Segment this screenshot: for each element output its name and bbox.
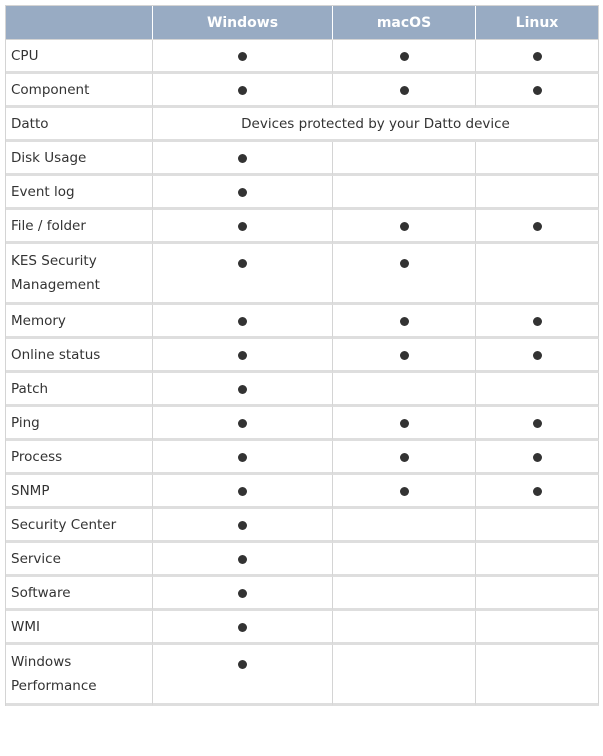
supported-dot-icon	[238, 222, 247, 231]
cell-linux	[476, 475, 599, 509]
cell-linux	[476, 441, 599, 475]
table-row	[6, 108, 599, 142]
cell-windows	[153, 441, 333, 475]
supported-dot-icon	[238, 188, 247, 197]
cell-macos	[333, 210, 476, 244]
cell-windows	[153, 407, 333, 441]
row-label: Memory	[6, 305, 153, 339]
supported-dot-icon	[400, 86, 409, 95]
table-row	[6, 305, 599, 339]
table-row	[6, 339, 599, 373]
supported-dot-icon	[533, 86, 542, 95]
cell-windows	[153, 475, 333, 509]
header-linux: Linux	[476, 6, 599, 40]
supported-dot-icon	[238, 154, 247, 163]
row-label: SNMP	[6, 475, 153, 509]
cell-linux	[476, 142, 599, 176]
table-row	[6, 475, 599, 509]
table-row	[6, 176, 599, 210]
cell-windows	[153, 210, 333, 244]
cell-windows	[153, 244, 333, 305]
cell-linux	[476, 645, 599, 706]
header-windows: Windows	[153, 6, 333, 40]
cell-macos	[333, 40, 476, 74]
cell-macos	[333, 373, 476, 407]
row-label: Process	[6, 441, 153, 475]
cell-linux	[476, 244, 599, 305]
cell-macos	[333, 176, 476, 210]
supported-dot-icon	[238, 555, 247, 564]
cell-macos	[333, 339, 476, 373]
supported-dot-icon	[400, 259, 409, 268]
supported-dot-icon	[400, 487, 409, 496]
table-row	[6, 373, 599, 407]
cell-linux	[476, 611, 599, 645]
cell-macos	[333, 577, 476, 611]
cell-macos	[333, 543, 476, 577]
row-label: Event log	[6, 176, 153, 210]
cell-windows	[153, 373, 333, 407]
table-row	[6, 210, 599, 244]
cell-linux	[476, 305, 599, 339]
supported-dot-icon	[238, 351, 247, 360]
table-row	[6, 244, 599, 305]
cell-windows	[153, 40, 333, 74]
table-row	[6, 40, 599, 74]
cell-linux	[476, 339, 599, 373]
supported-dot-icon	[238, 317, 247, 326]
supported-dot-icon	[238, 453, 247, 462]
cell-windows	[153, 142, 333, 176]
cell-windows	[153, 543, 333, 577]
header-macos: macOS	[333, 6, 476, 40]
cell-macos	[333, 407, 476, 441]
supported-dot-icon	[238, 52, 247, 61]
header-row	[6, 6, 599, 40]
supported-dot-icon	[238, 660, 247, 669]
table-row	[6, 142, 599, 176]
table-row	[6, 611, 599, 645]
row-label: File / folder	[6, 210, 153, 244]
table-row	[6, 543, 599, 577]
cell-linux	[476, 74, 599, 108]
supported-dot-icon	[400, 453, 409, 462]
row-label: Ping	[6, 407, 153, 441]
row-label: KES Security Management	[6, 244, 153, 305]
supported-dot-icon	[400, 419, 409, 428]
cell-linux	[476, 407, 599, 441]
row-note: Devices protected by your Datto device	[153, 108, 599, 142]
table-body	[6, 40, 599, 706]
supported-dot-icon	[533, 317, 542, 326]
supported-dot-icon	[533, 487, 542, 496]
supported-dot-icon	[238, 385, 247, 394]
row-label: Component	[6, 74, 153, 108]
cell-windows	[153, 509, 333, 543]
cell-linux	[476, 373, 599, 407]
row-label: Service	[6, 543, 153, 577]
supported-dot-icon	[400, 351, 409, 360]
table-row	[6, 441, 599, 475]
table-row	[6, 74, 599, 108]
cell-macos	[333, 244, 476, 305]
supported-dot-icon	[533, 52, 542, 61]
supported-dot-icon	[238, 86, 247, 95]
supported-dot-icon	[238, 589, 247, 598]
cell-windows	[153, 305, 333, 339]
supported-dot-icon	[400, 317, 409, 326]
row-label: Datto	[6, 108, 153, 142]
header-monitor-type	[6, 6, 153, 40]
supported-dot-icon	[533, 419, 542, 428]
supported-dot-icon	[400, 52, 409, 61]
cell-macos	[333, 475, 476, 509]
table-row	[6, 407, 599, 441]
table-row	[6, 577, 599, 611]
row-label: Windows Performance	[6, 645, 153, 706]
row-label: Patch	[6, 373, 153, 407]
cell-macos	[333, 611, 476, 645]
cell-windows	[153, 611, 333, 645]
supported-dot-icon	[238, 419, 247, 428]
supported-dot-icon	[238, 521, 247, 530]
row-label: WMI	[6, 611, 153, 645]
cell-windows	[153, 74, 333, 108]
cell-linux	[476, 210, 599, 244]
row-label: CPU	[6, 40, 153, 74]
cell-windows	[153, 176, 333, 210]
row-label: Disk Usage	[6, 142, 153, 176]
os-support-table	[5, 5, 599, 706]
row-label: Online status	[6, 339, 153, 373]
cell-macos	[333, 441, 476, 475]
row-label: Software	[6, 577, 153, 611]
cell-windows	[153, 577, 333, 611]
supported-dot-icon	[238, 487, 247, 496]
supported-dot-icon	[533, 222, 542, 231]
cell-windows	[153, 339, 333, 373]
cell-macos	[333, 645, 476, 706]
cell-linux	[476, 40, 599, 74]
cell-linux	[476, 577, 599, 611]
cell-linux	[476, 176, 599, 210]
cell-windows	[153, 645, 333, 706]
cell-linux	[476, 543, 599, 577]
supported-dot-icon	[533, 351, 542, 360]
cell-linux	[476, 509, 599, 543]
table-row	[6, 509, 599, 543]
supported-dot-icon	[238, 259, 247, 268]
cell-macos	[333, 509, 476, 543]
row-label: Security Center	[6, 509, 153, 543]
supported-dot-icon	[400, 222, 409, 231]
table-row	[6, 645, 599, 706]
cell-macos	[333, 74, 476, 108]
cell-macos	[333, 305, 476, 339]
supported-dot-icon	[238, 623, 247, 632]
supported-dot-icon	[533, 453, 542, 462]
cell-macos	[333, 142, 476, 176]
